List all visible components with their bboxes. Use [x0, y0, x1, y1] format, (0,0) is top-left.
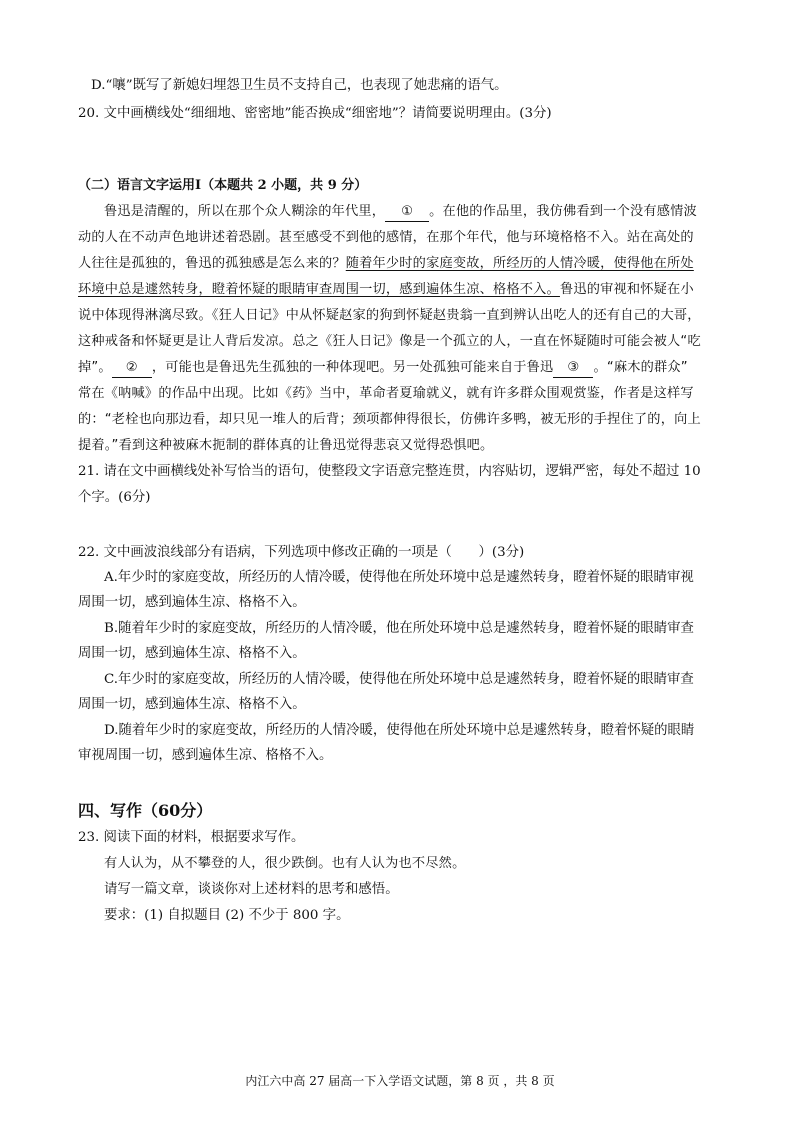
passage-line: 掉”。 ② ，可能也是鲁迅先生孤独的一种体现吧。另一处孤独可能来自于鲁迅 ③ 。“麻木的群众”: [78, 359, 688, 378]
blank-1: ①: [385, 203, 429, 222]
passage-line: 环境中总是遽然转身，瞪着怀疑的眼睛审查周围一切，感到遍体生凉、格格不入。鲁迅的审视和怀疑在小: [78, 282, 694, 297]
q23-material: 有人认为，从不攀登的人，很少跌倒。也有人认为也不尽然。: [104, 856, 466, 871]
q21-line2: 个字。(6分): [78, 490, 151, 505]
q22-option-a-cont: 周围一切，感到遍体生凉、格格不入。: [78, 595, 306, 610]
passage-line: 提着。”看到这种被麻木扼制的群体真的让鲁迅觉得悲哀又觉得恐惧吧。: [78, 438, 494, 453]
q22-option-b-cont: 周围一切，感到遍体生凉、格格不入。: [78, 646, 306, 661]
q22-option-d-cont: 审视周围一切，感到遍体生凉、格格不入。: [78, 748, 333, 763]
blank-3: ③: [553, 359, 593, 378]
passage-line: 的：“老栓也向那边看，却只见一堆人的后背；颈项都伸得很长，仿佛许多鸭，被无形的手捏住了的，向上: [78, 412, 701, 427]
q20-question: 20. 文中画横线处“细细地、密密地”能否换成“细密地”？请简要说明理由。(3分): [78, 106, 552, 121]
q22-option-a: A.年少时的家庭变故，所经历的人情冷暖，使得他在所处环境中总是遽然转身，瞪着怀疑的眼睛审视: [104, 570, 694, 585]
passage-line: 说中体现得淋漓尽致。《狂人日记》中从怀疑赵家的狗到怀疑赵贵翁一直到辨认出吃人的还有自己的大哥，: [78, 308, 701, 323]
q22-option-d: D.随着年少时的家庭变故，所经历的人情冷暖，使得他在所处环境中总是遽然转身，瞪着怀疑的眼睛: [104, 723, 695, 738]
passage-line: 鲁迅是清醒的，所以在那个众人糊涂的年代里， ① 。在他的作品里，我仿佛看到一个没有感情波: [104, 203, 697, 222]
passage-line: 常在《呐喊》的作品中出现。比如《药》当中，革命者夏瑜就义，就有许多群众围观赏鉴，作者是这样写: [78, 386, 694, 401]
q23-stem: 23. 阅读下面的材料，根据要求写作。: [78, 830, 305, 845]
q22-option-c: C.年少时的家庭变故，所经历的人情冷暖，使得他在所处环境中总是遽然转身，瞪着怀疑的眼睛审查: [104, 672, 694, 687]
q19-option-d: D.“嚷”既写了新媳妇埋怨卫生员不支持自己，也表现了她悲痛的语气。: [91, 78, 508, 93]
q22-option-b: B.随着年少时的家庭变故，所经历的人情冷暖，他在所处环境中总是遽然转身，瞪着怀疑的眼睛审查: [104, 621, 694, 636]
underlined-sentence: 随着年少时的家庭变故，所经历的人情冷暖，使得他在所处: [345, 256, 694, 271]
underlined-sentence-cont: 环境中总是遽然转身，瞪着怀疑的眼睛审查周围一切，感到遍体生凉、格格不入。: [78, 282, 560, 297]
q23-instruction: 请写一篇文章，谈谈你对上述材料的思考和感悟。: [104, 882, 399, 897]
section4-heading: 四、写作（60分）: [78, 801, 213, 820]
q21-line1: 21. 请在文中画横线处补写恰当的语句，使整段文字语意完整连贯，内容贴切，逻辑严密，每处不超过 10: [78, 464, 701, 479]
q22-stem: 22. 文中画波浪线部分有语病，下列选项中修改正确的一项是（ ）(3分): [78, 545, 525, 560]
blank-2: ②: [112, 359, 152, 378]
q22-option-c-cont: 周围一切，感到遍体生凉、格格不入。: [78, 697, 306, 712]
passage-line: 动的人在不动声色地讲述着恐剧。甚至感受不到他的感情，在那个年代，他与环境格格不入。站在高处的: [78, 230, 694, 245]
page-footer: 内江六中高 27 届高一下入学语文试题，第 8 页 ，共 8 页: [245, 1074, 555, 1088]
section2-heading: （二）语言文字运用Ⅰ（本题共 2 小题，共 9 分）: [78, 178, 368, 193]
q23-requirement: 要求：(1) 自拟题目 (2) 不少于 800 字。: [104, 908, 350, 923]
passage-line: 这种戒备和怀疑更是让人背后发凉。总之《狂人日记》像是一个孤立的人，一直在怀疑随时可能会被人“吃: [78, 334, 701, 349]
passage-line: 人往往是孤独的，鲁迅的孤独感是怎么来的？随着年少时的家庭变故，所经历的人情冷暖，使得他在所处: [78, 256, 694, 271]
